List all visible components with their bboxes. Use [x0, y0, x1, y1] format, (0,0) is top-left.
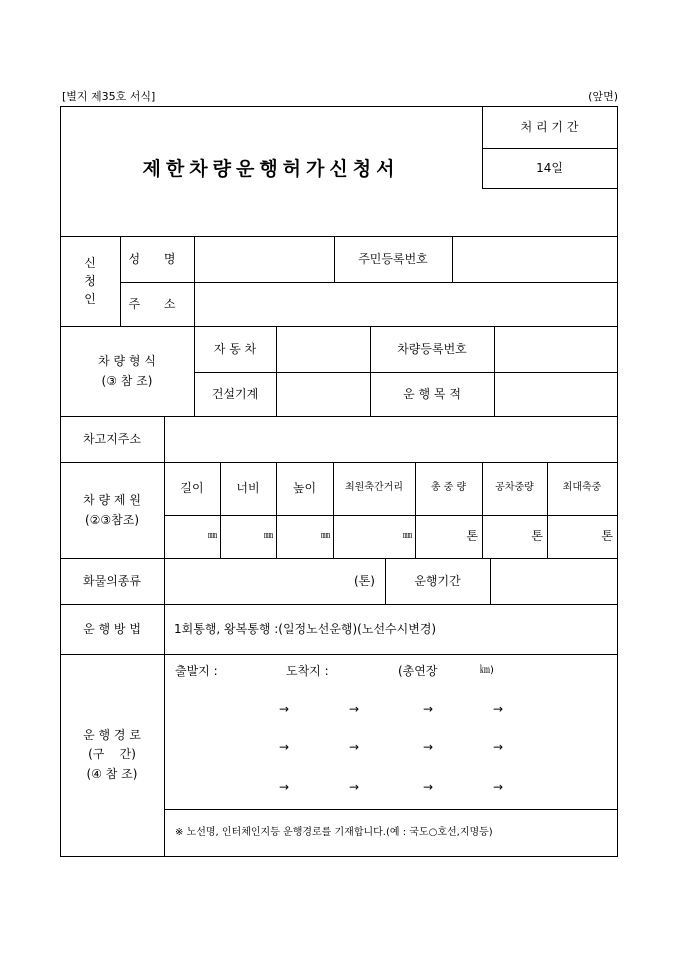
- garage-field[interactable]: [165, 416, 617, 462]
- spec-unit-height: ㎜: [320, 530, 330, 541]
- machine-field[interactable]: [277, 372, 370, 416]
- route-label-line2: (구 간): [88, 747, 136, 762]
- method-value: 1회통행, 왕복통행 :(일정노선운행)(노선수시변경): [174, 621, 437, 636]
- processing-value: 14일: [536, 160, 563, 175]
- name-label: 성 명: [128, 251, 186, 266]
- method-col1: [164, 604, 165, 857]
- spec-unit-axle-distance: ㎜: [402, 530, 412, 541]
- total-length-label: (총연장: [398, 663, 438, 678]
- route-arrow: →: [422, 779, 434, 794]
- route-arrow: →: [348, 701, 360, 716]
- route-arrow: →: [348, 779, 360, 794]
- spec-header-width: 너비: [236, 481, 260, 495]
- cargo-label: 화물의종류: [83, 573, 141, 588]
- route-arrow: →: [422, 701, 434, 716]
- form-number: [별지 제35호 서식]: [62, 90, 156, 103]
- arrival-label: 도착지 :: [286, 663, 329, 678]
- period-field[interactable]: [491, 558, 617, 604]
- spec-unit-length: ㎜: [207, 530, 217, 541]
- route-arrow: →: [422, 739, 434, 754]
- reg-number-field[interactable]: [495, 326, 617, 372]
- spec-header-max-axle-load: 최대축중: [562, 482, 602, 494]
- route-note: ※ 노선명, 인터체인지등 운행경로를 기재합니다.(예 : 국도○호선,지명등): [175, 826, 493, 838]
- route-arrow: →: [492, 779, 504, 794]
- specs-label-line2: (②③참조): [84, 513, 140, 527]
- cargo-ton: (톤): [354, 573, 375, 588]
- route-arrow: →: [278, 701, 290, 716]
- address-label: 주 소: [128, 296, 186, 311]
- route-arrow: →: [278, 779, 290, 794]
- specs-label: [60, 462, 164, 558]
- specs-label-line1: 차 량 제 원: [83, 492, 141, 507]
- garage-label: 차고지주소: [83, 431, 141, 446]
- spec-header-empty-weight: 공차중량: [495, 482, 534, 494]
- car-label: 자 동 차: [213, 341, 257, 356]
- car-field[interactable]: [277, 326, 370, 372]
- vehicle-type-label-line2: (③ 참 조): [101, 374, 153, 388]
- route-label-line1: 운 행 경 로: [83, 728, 141, 743]
- frame-bottom: [60, 856, 618, 857]
- route-arrow: →: [348, 739, 360, 754]
- purpose-field[interactable]: [495, 372, 617, 416]
- id-number-label: 주민등록번호: [358, 251, 428, 266]
- km-unit: ㎞): [480, 664, 494, 676]
- applicant-char-1: 신: [84, 256, 96, 270]
- applicant-group-label: [60, 236, 120, 326]
- period-label: 운행기간: [414, 573, 461, 588]
- vehicle-type-label: [60, 326, 194, 416]
- spec-header-axle-distance: 최원축간거리: [345, 482, 403, 494]
- route-label: [60, 654, 164, 856]
- vehicle-type-label-line1: 차 량 형 식: [98, 353, 156, 368]
- route-arrow: →: [278, 739, 290, 754]
- processing-box-bottom: [482, 188, 617, 189]
- spec-unit-empty-weight: 톤: [531, 529, 543, 543]
- address-field[interactable]: [195, 282, 617, 326]
- route-arrow: →: [492, 739, 504, 754]
- spec-unit-width: ㎜: [263, 530, 273, 541]
- form-title: 제한차량운행허가신청서: [142, 158, 400, 181]
- applicant-char-2: 청: [84, 274, 96, 288]
- spec-header-gross-weight: 총 중 량: [430, 482, 467, 494]
- method-label: 운 행 방 법: [83, 621, 141, 636]
- machine-label: 건설기계: [211, 386, 259, 401]
- spec-unit-max-axle-load: 톤: [601, 529, 613, 543]
- purpose-label: 운 행 목 적: [403, 386, 461, 401]
- frame-right: [617, 106, 618, 857]
- spec-header-length: 길이: [180, 481, 204, 495]
- reg-number-label: 차량등록번호: [397, 341, 467, 356]
- applicant-char-3: 인: [84, 292, 96, 306]
- spec-unit-gross-weight: 톤: [466, 529, 478, 543]
- route-arrow: →: [492, 701, 504, 716]
- departure-label: 출발지 :: [175, 663, 218, 678]
- name-field[interactable]: [195, 236, 334, 282]
- id-number-field[interactable]: [453, 236, 617, 282]
- route-label-line3: (④ 참 조): [86, 766, 138, 781]
- page-side: (앞면): [588, 90, 618, 103]
- processing-label: 처 리 기 간: [520, 119, 579, 134]
- spec-header-height: 높이: [292, 481, 317, 495]
